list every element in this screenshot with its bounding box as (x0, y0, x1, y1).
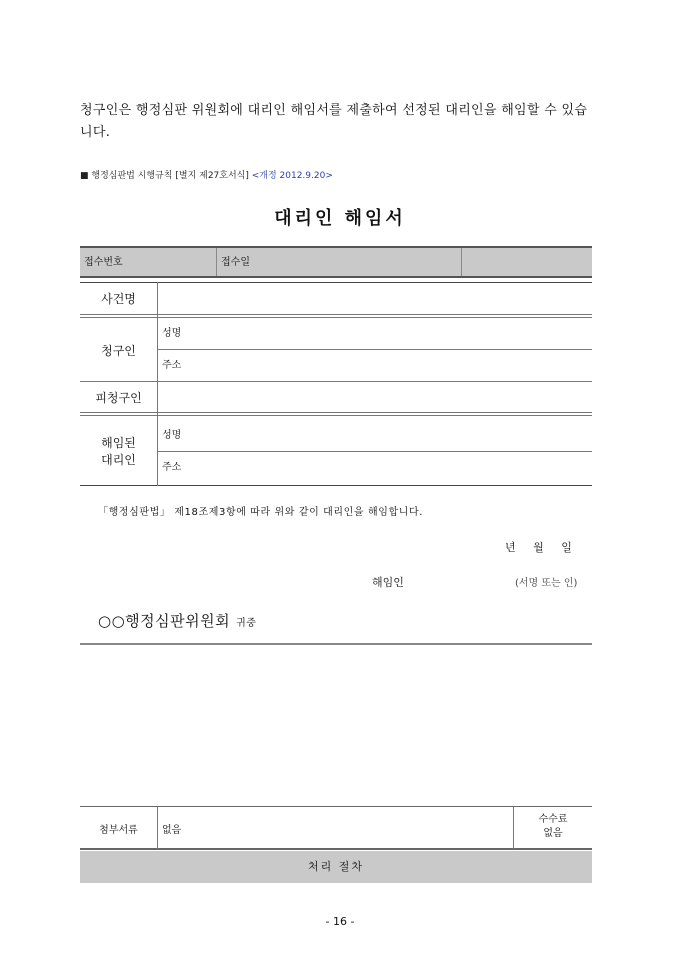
signer-label: 해임인 (372, 576, 404, 589)
dismissed-agent-label (80, 435, 157, 469)
form-body (80, 282, 592, 486)
agent-name-label: 성명 (162, 430, 182, 441)
page-number: - 16 - (325, 915, 355, 928)
year-label: 년 (505, 541, 516, 554)
case-name-label: 사건명 (101, 292, 136, 306)
committee-addressee (98, 610, 256, 631)
procedure-header: 처리 절차 (80, 851, 592, 883)
form-reference (80, 168, 333, 181)
signature-note: (서명 또는 인) (515, 578, 578, 589)
committee-suffix: 귀중 (236, 618, 257, 629)
form-title: 대리인 해임서 (274, 208, 406, 229)
intro-line-2: 니다. (80, 125, 111, 140)
agent-name-field[interactable] (190, 419, 590, 449)
reference-text: 행정심판법 시행규칙 [별지 제27호서식] (91, 171, 249, 181)
day-label: 일 (561, 541, 572, 554)
receipt-date-label: 접수일 (221, 257, 250, 268)
fee-value: 없음 (543, 828, 563, 839)
respondent-field[interactable] (160, 383, 590, 411)
dismissed-agent-label-line-1: 해임된 (101, 436, 136, 450)
committee-name: ○○행정심판위원회 (98, 612, 231, 630)
section-divider (80, 643, 592, 645)
receipt-number-label: 접수번호 (84, 257, 123, 268)
dismissed-agent-label-line-2: 대리인 (101, 453, 136, 467)
agent-address-label: 주소 (162, 462, 182, 473)
date-line (505, 539, 572, 555)
bullet-icon: ■ (80, 171, 89, 181)
claimant-label: 청구인 (101, 344, 136, 358)
statement-text: 「행정심판법」 제18조제3항에 따라 위와 같이 대리인을 해임합니다. (98, 507, 424, 518)
receipt-header-row (80, 246, 592, 278)
attachments-value: 없음 (162, 825, 182, 836)
case-name-field[interactable] (160, 284, 590, 312)
month-label: 월 (533, 541, 544, 554)
claimant-name-field[interactable] (190, 319, 590, 347)
claimant-address-label: 주소 (162, 360, 182, 371)
claimant-name-label: 성명 (162, 328, 182, 339)
agent-address-field[interactable] (190, 453, 590, 483)
respondent-label: 피청구인 (95, 391, 142, 405)
amendment-note: <개정 2012.9.20> (251, 171, 333, 181)
intro-paragraph (80, 100, 606, 144)
fee-cell (514, 813, 592, 841)
attachments-table (80, 806, 592, 850)
claimant-address-field[interactable] (190, 351, 590, 379)
attachments-label: 첨부서류 (99, 825, 138, 836)
intro-line-1: 청구인은 행정심판 위원회에 대리인 해임서를 제출하여 선정된 대리인을 해임할 수 있습 (80, 103, 588, 118)
fee-label: 수수료 (538, 814, 568, 825)
